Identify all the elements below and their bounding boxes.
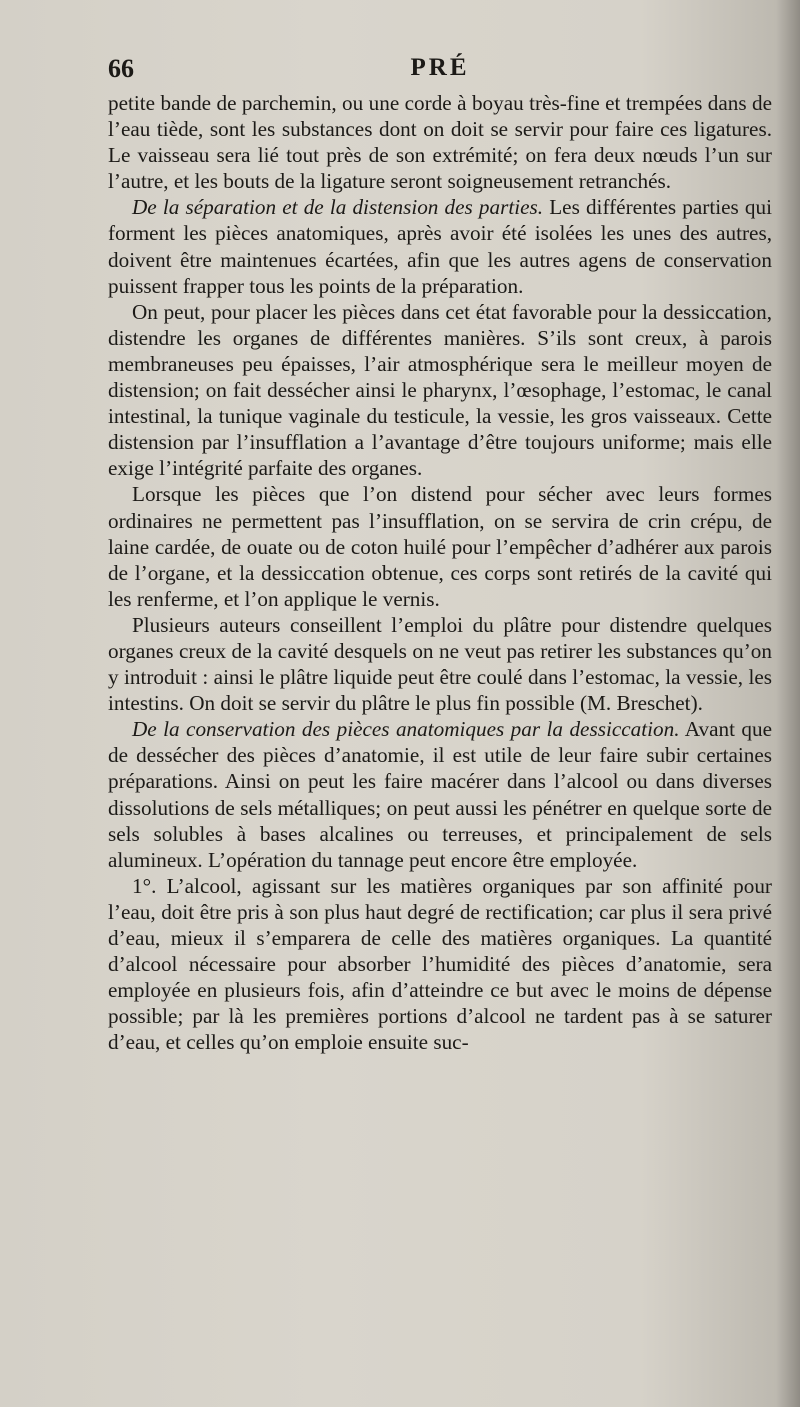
page-header	[108, 54, 772, 90]
paragraph	[108, 299, 772, 482]
running-head: PRÉ	[410, 54, 470, 81]
body-text	[108, 90, 772, 1055]
paragraph-text: Plusieurs auteurs conseillent l’emploi du plâtre pour distendre quelques organes creux de la cavité desquels on ne veut pas retirer les substances qu’on y introduit : ainsi le plâtre liquide peut être coulé dans l’estomac, la vessie, les intestins. On doit se servir du plâtre le plus fin possible (M. Breschet).	[108, 612, 772, 716]
section-heading: De la séparation et de la distension des parties.	[132, 195, 544, 220]
paragraph	[108, 90, 772, 194]
section-heading: De la conservation des pièces anatomiques par la dessiccation.	[132, 717, 680, 742]
paragraph-text: Lorsque les pièces que l’on distend pour sécher avec leurs formes ordinaires ne permettent pas l’insufflation, on se servira de crin crépu, de laine cardée, de ouate ou de coton huilé pour l’empêcher d’adhérer aux parois de l’organe, et la dessiccation obtenue, ces corps sont retirés de la cavité qui les renferme, et l’on applique le vernis.	[108, 482, 772, 611]
paragraph-text: petite bande de parchemin, ou une corde à boyau très-fine et trempées dans de l’eau tiède, sont les substances dont on doit se servir pour faire ces ligatures. Le vaisseau sera lié tout près de son extrémité; on fera deux nœuds l’un sur l’autre, et les bouts de la ligature seront soigneusement retranchés.	[108, 91, 772, 194]
paragraph	[108, 716, 772, 873]
paragraph-text: 1°. L’alcool, agissant sur les matières organiques par son affinité pour l’eau, doit être pris à son plus haut degré de rectification; car plus il sera privé d’eau, mieux il s’emparera de celle des matières organiques. La quantité d’alcool nécessaire pour absorber l’humidité des pièces d’anatomie, sera employée en plusieurs fois, afin d’atteindre ce but avec le moins de dépense possible; par là les premières portions d’alcool ne tardent pas à se saturer d’eau, et celles qu’on emploie ensuite suc-	[108, 873, 772, 1055]
paragraph	[108, 612, 772, 716]
paragraph	[108, 194, 772, 298]
paragraph-text: On peut, pour placer les pièces dans cet état favorable pour la dessiccation, distendre les organes de différentes manières. S’ils sont creux, à parois membraneuses peu épaisses, l’air atmosphérique sera le meilleur moyen de distension; on fait dessécher ainsi le pharynx, l’œsophage, l’estomac, le canal intestinal, la tunique vaginale du testicule, la vessie, les gros vaisseaux. Cette distension par l’insufflation a l’avantage d’être toujours uniforme; mais elle exige l’intégrité parfaite des organes.	[108, 299, 772, 481]
page-number: 66	[108, 54, 134, 83]
paragraph	[108, 873, 772, 1056]
paragraph	[108, 481, 772, 611]
paragraph-text: Les différentes parties qui forment les pièces anatomiques, après avoir été isolées les unes des autres, doivent être maintenues écartées, afin que les autres agens de conservation puissent frapper tous les points de la préparation.	[108, 195, 772, 298]
paragraph-text: Avant que de dessécher des pièces d’anatomie, il est utile de leur faire subir certaines préparations. Ainsi on peut les faire macérer dans l’alcool ou dans diverses dissolutions de sels métalliques; on peut aussi les pénétrer en quelque sorte de sels solubles à bases alcalines ou terreuses, et principalement de sels alumineux. L’opération du tannage peut encore être employée.	[108, 717, 772, 872]
